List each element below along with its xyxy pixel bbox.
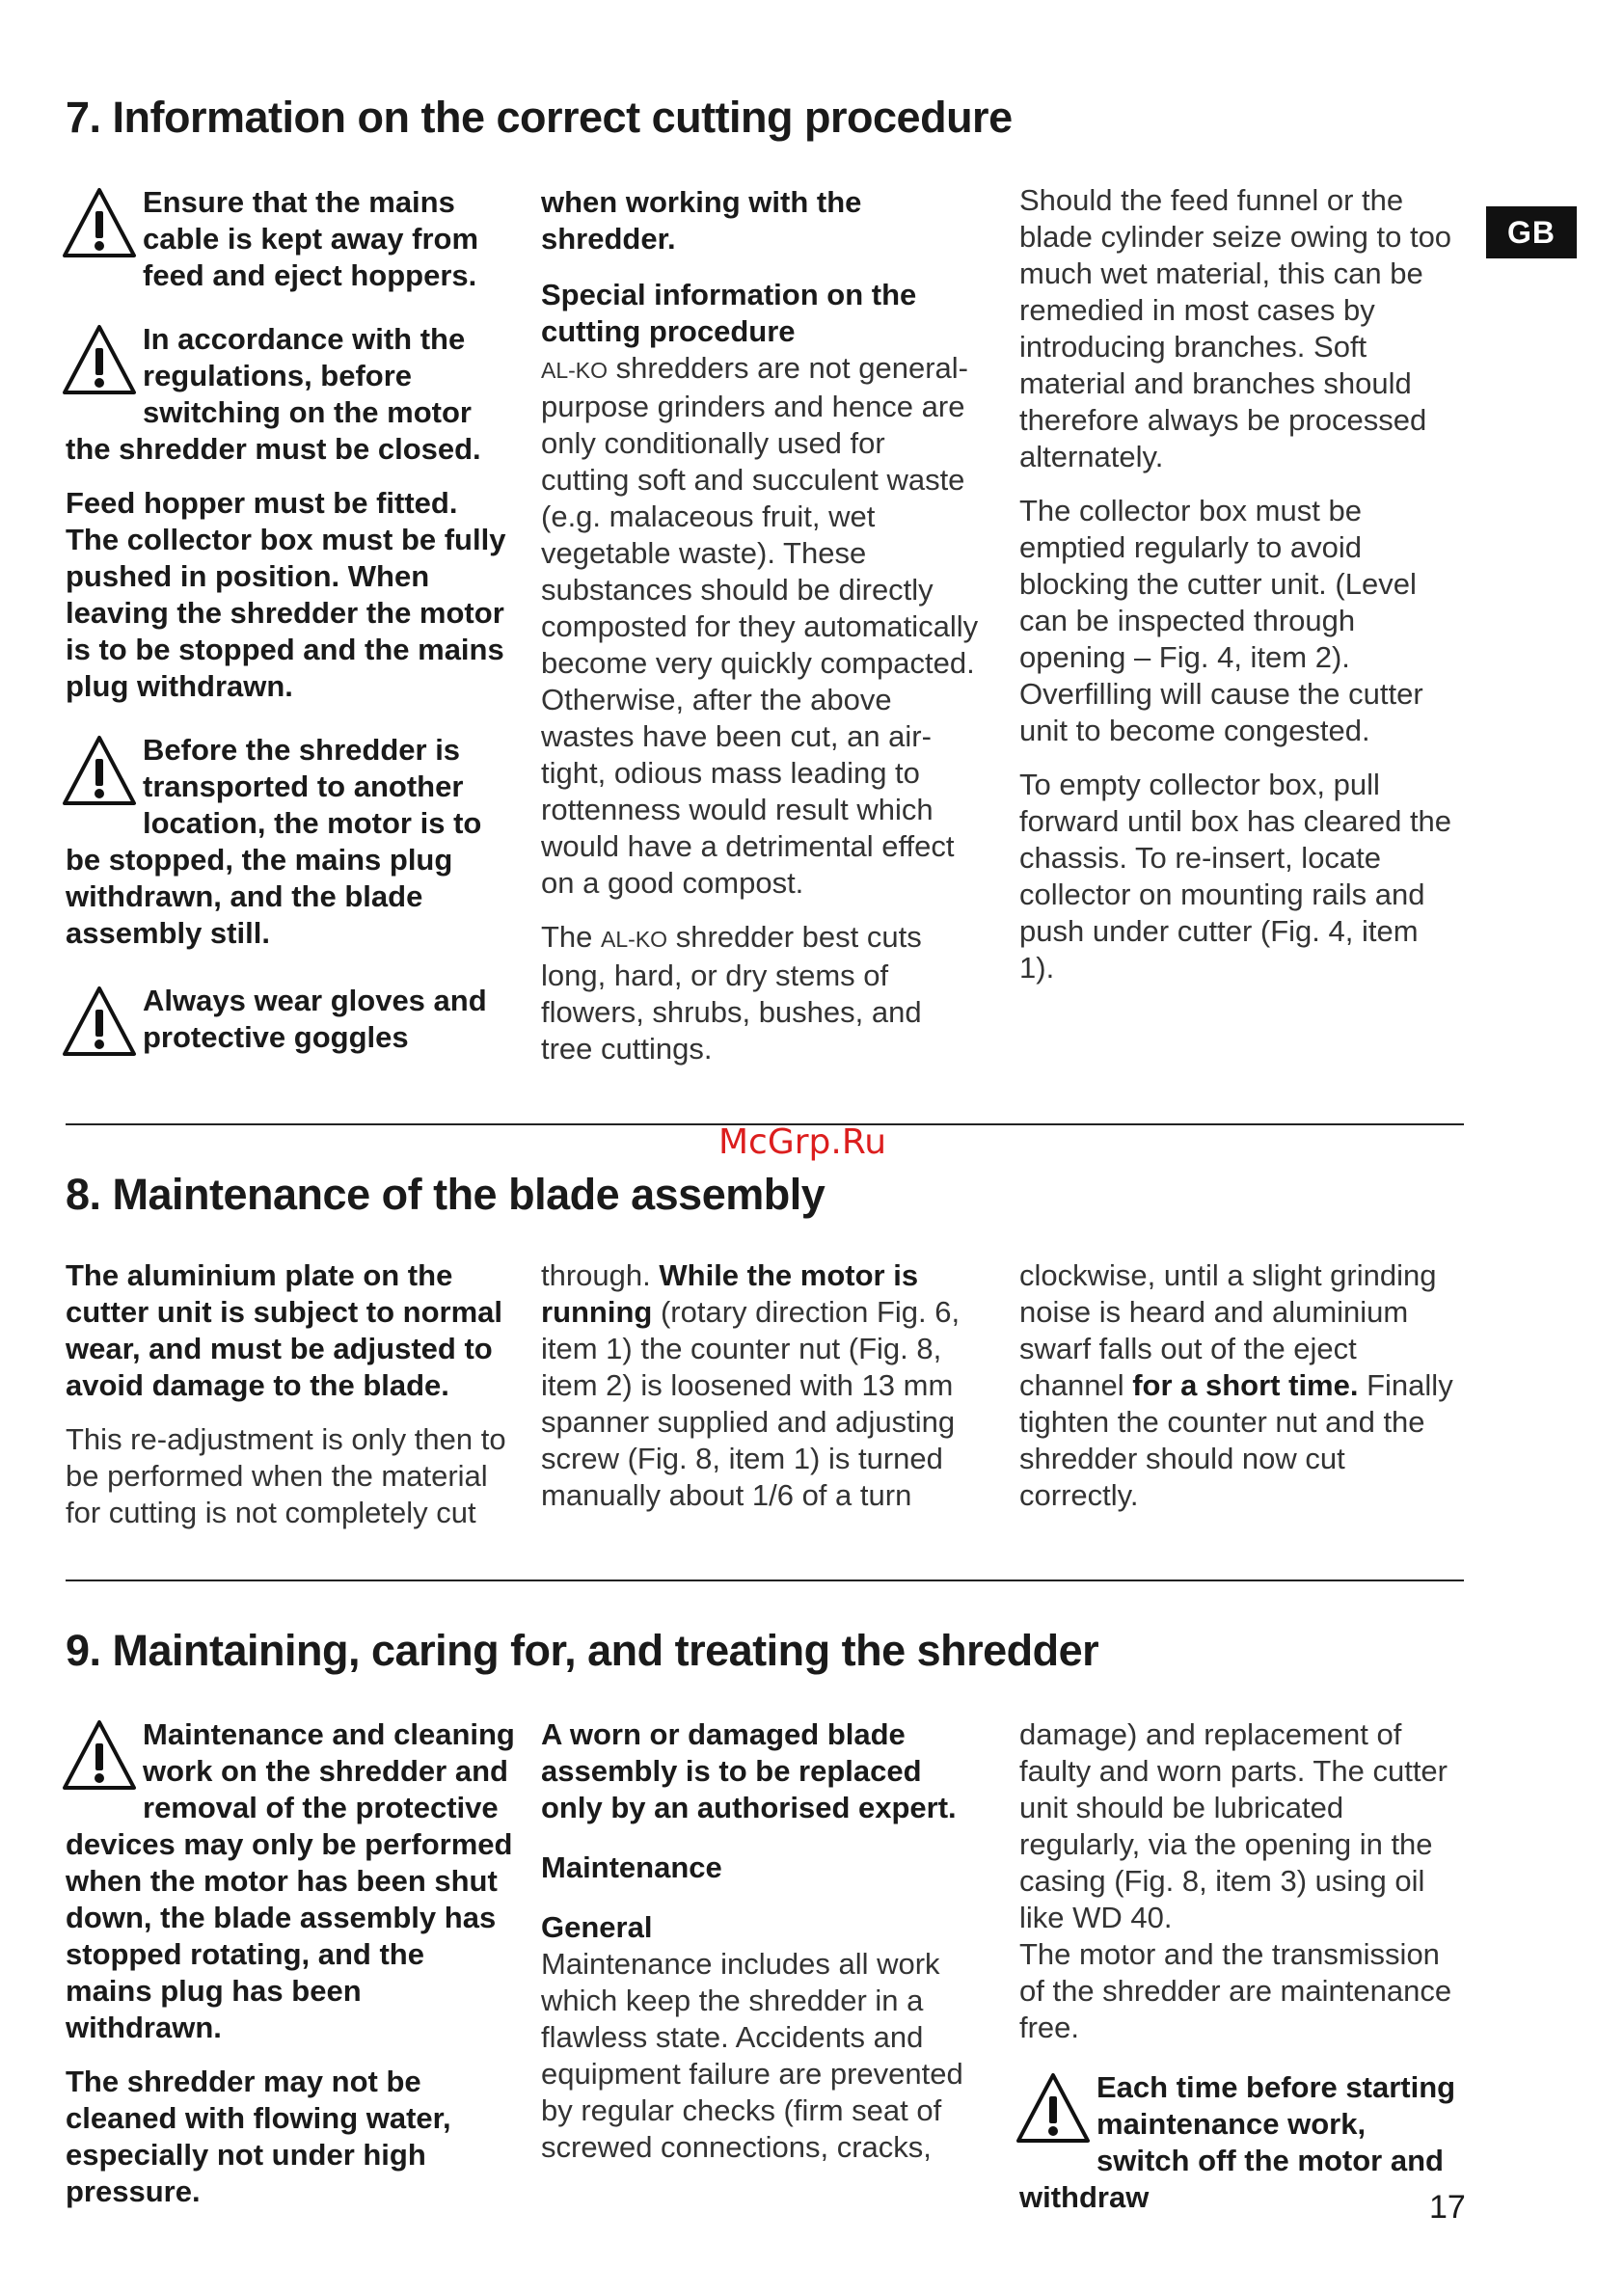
section-9-title: 9. Maintaining, caring for, and treating the shredder bbox=[66, 1626, 1099, 1675]
brand-name: AL-KO bbox=[601, 927, 668, 952]
s7-best-text: shredder best cuts long, hard, or dry stems of flowers, shrubs, bushes, and tree cuttings. bbox=[541, 920, 922, 1066]
section-8-title: 8. Maintenance of the blade assembly bbox=[66, 1170, 826, 1219]
s7-column-3 bbox=[1019, 182, 1458, 1004]
brand-name: AL-KO bbox=[541, 358, 609, 383]
s9-column-2 bbox=[541, 1716, 980, 2183]
s8-procedure-c: (rotary direction Fig. 6, item 1) the counter nut (Fig. 8, item 2) is loosened with 13 mm spanner supplied and adjusting screw (Fig. 8, item 1) is turned manually about 1/6 of a turn bbox=[541, 1295, 961, 1512]
s8-finish-a: clockwise, until a slight grinding noise is heard and aluminium swarf falls out of the eject channel bbox=[1019, 1258, 1437, 1402]
s7-warning-4 bbox=[66, 983, 519, 1056]
s8-procedure-bold: While the motor is running bbox=[541, 1258, 919, 1329]
s8-procedure bbox=[541, 1257, 980, 1514]
s8-column-1 bbox=[66, 1257, 519, 1549]
s7-best-pre: The bbox=[541, 920, 593, 954]
warning-icon bbox=[62, 1718, 137, 1792]
warning-icon bbox=[62, 985, 137, 1058]
warning-icon bbox=[62, 734, 137, 807]
s8-finish-bold: for a short time. bbox=[1132, 1368, 1359, 1402]
s8-finish-c: Finally tighten the counter nut and the shredder should now cut correctly. bbox=[1019, 1368, 1453, 1512]
s7-special-text: shredders are not general-purpose grinders and hence are only conditionally used for cutting soft and succulent waste (e.g. malaceous fruit, wet vegetable waste). These substances should be directly composted for they automatically become very quickly compacted. Otherwise, after the above wastes have been cut, an air-tight, odious mass leading to rottenness would result which would have a detrimental effect on a good compost. bbox=[541, 351, 979, 900]
s7-special-heading: Special information on the cutting procedure bbox=[541, 278, 917, 348]
s9-warning-1 bbox=[66, 1716, 519, 2046]
s8-column-3 bbox=[1019, 1257, 1458, 1531]
s7-continued-text: when working with the shredder. bbox=[541, 185, 862, 256]
section-7-title: 7. Information on the correct cutting procedure bbox=[66, 93, 1013, 142]
s7-column-2 bbox=[541, 184, 980, 1085]
s7-warning-1-text: Ensure that the mains cable is kept away from feed and eject hoppers. bbox=[143, 185, 479, 292]
s7-column-1 bbox=[66, 184, 519, 1073]
s9-free-text: The motor and the transmission of the shredder are maintenance free. bbox=[1019, 1937, 1452, 2044]
s7-special-info bbox=[541, 277, 980, 902]
s8-procedure-a: through. bbox=[541, 1258, 651, 1292]
page-number: 17 bbox=[1429, 2189, 1466, 2226]
s8-finish bbox=[1019, 1257, 1458, 1514]
section-divider bbox=[66, 1580, 1464, 1581]
s9-column-1 bbox=[66, 1716, 519, 2228]
s9-warning-1-text: Maintenance and cleaning work on the shredder and removal of the protective devices may only be performed when the motor has been shut down, the blade assembly has stopped rotating, and the mains plug has been withdrawn. bbox=[66, 1717, 515, 2044]
s8-readjust-text: This re-adjustment is only then to be performed when the material for cutting is not completely cut bbox=[66, 1422, 506, 1529]
s9-warning-2-text: Each time before starting maintenance work, switch off the motor and withdraw bbox=[1019, 2070, 1456, 2214]
warning-icon bbox=[62, 186, 137, 259]
watermark: McGrp.Ru bbox=[718, 1122, 887, 1162]
s7-feed-hopper-text: Feed hopper must be fitted. The collector box must be fully pushed in position. When leaving the shredder the motor is to be stopped and the mains plug withdrawn. bbox=[66, 486, 506, 703]
s7-seize-text: Should the feed funnel or the blade cylinder seize owing to too much wet material, this can be remedied in most cases by introducing branches. Soft material and branches should therefore always be processed alternately. bbox=[1019, 183, 1452, 473]
s7-warning-3 bbox=[66, 732, 519, 952]
s7-empty-text: To empty collector box, pull forward until box has cleared the chassis. To re-insert, locate collector on mounting rails and push under cutter (Fig. 4, item 1). bbox=[1019, 768, 1452, 985]
s7-warning-4-text: Always wear gloves and protective goggles bbox=[143, 984, 487, 1054]
s9-replacement-text: damage) and replacement of faulty and worn parts. The cutter unit should be lubricated regularly, via the opening in the casing (Fig. 8, item 3) using oil like WD 40. bbox=[1019, 1717, 1448, 1934]
s7-warning-3-text: Before the shredder is transported to another location, the motor is to be stopped, the mains plug withdrawn, and the blade assembly still. bbox=[66, 733, 482, 950]
s7-warning-2-text: In accordance with the regulations, before switching on the motor the shredder must be closed. bbox=[66, 322, 481, 466]
s8-warning-text: The aluminium plate on the cutter unit is subject to normal wear, and must be adjusted to avoid damage to the blade. bbox=[66, 1258, 502, 1402]
language-tab: GB bbox=[1486, 206, 1577, 258]
s9-column-3 bbox=[1019, 1716, 1458, 2233]
s7-warning-1 bbox=[66, 184, 519, 294]
s9-general-heading: General bbox=[541, 1910, 653, 1944]
s9-warning-2 bbox=[1019, 2069, 1458, 2216]
s9-expert-text: A worn or damaged blade assembly is to be replaced only by an authorised expert. bbox=[541, 1717, 957, 1824]
s7-best-cuts bbox=[541, 919, 980, 1067]
warning-icon bbox=[1015, 2071, 1091, 2145]
s7-collector-text: The collector box must be emptied regularly to avoid blocking the cutter unit. (Level can be inspected through opening – Fig. 4, item 2). Overfilling will cause the cutter unit to become congested. bbox=[1019, 494, 1423, 747]
s8-column-2 bbox=[541, 1257, 980, 1531]
s9-general-text: Maintenance includes all work which keep the shredder in a flawless state. Accidents and equipment failure are prevented by regular checks (firm seat of screwed connections, cracks, bbox=[541, 1947, 963, 2164]
s9-general bbox=[541, 1909, 980, 2166]
s9-water-text: The shredder may not be cleaned with flowing water, especially not under high pressure. bbox=[66, 2065, 451, 2208]
s7-warning-2 bbox=[66, 321, 519, 468]
s9-maintenance-heading: Maintenance bbox=[541, 1850, 722, 1884]
warning-icon bbox=[62, 323, 137, 396]
